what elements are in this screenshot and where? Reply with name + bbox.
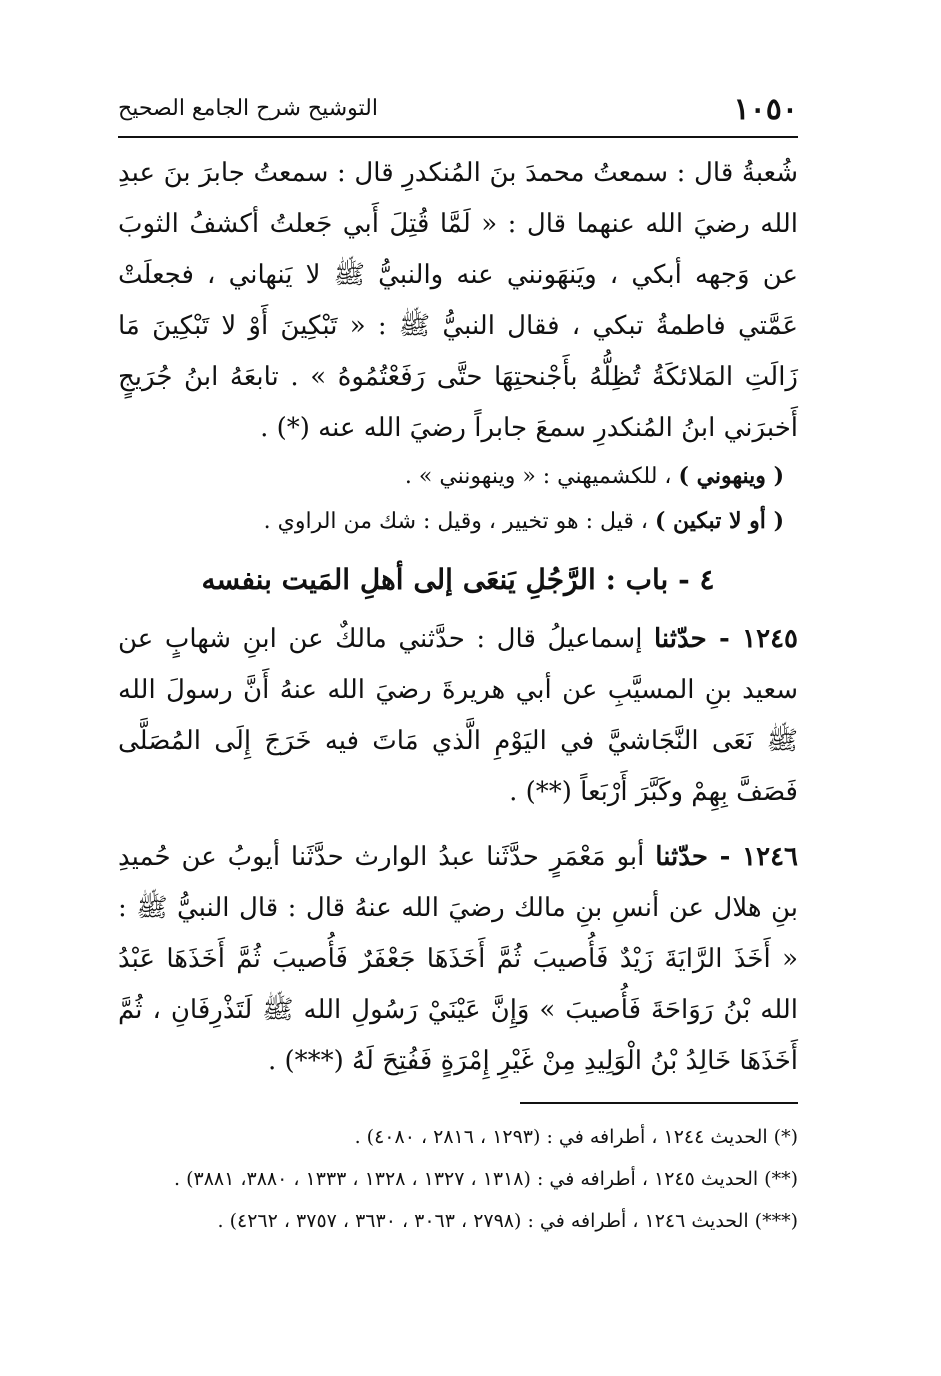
- commentary-note-2: [118, 499, 798, 544]
- note-text: ، قيل : هو تخيير ، وقيل : شك من الراوي .: [263, 509, 655, 534]
- note-term: ( وينهوني ): [678, 463, 784, 489]
- footnote-2: (**) الحديث ١٢٤٥ ، أطرافه في : (١٣١٨ ، ١٣٢٧ ، ١٣٢٨ ، ١٣٣٣ ، ٣٨٨٠، ٣٨٨١) .: [174, 1168, 798, 1190]
- hadith-text: أبو مَعْمَرٍ حدَّثَنا عبدُ الوارث حدَّثَنا أيوبُ عن حُميدِ بنِ هلال عن أنسِ بنِ مالك رضيَ الله عنهُ قال : قال النبيُّ ﷺ : « أَخَذَ الرَّايَةَ زَيْدٌ فَأُصيبَ ثُمَّ أَخَذَهَا جَعْفَرٌ فَأُصيبَ ثُمَّ أَخَذَهَا عَبْدُ الله بْنُ رَوَاحَةَ فَأُصيبَ » وَإِنَّ عَيْنَيْ رَسُولِ الله ﷺ لَتَذْرِفَانِ ، ثُمَّ أَخَذَهَا خَالِدُ بْنُ الْوَلِيدِ مِنْ غَيْرِ إِمْرَةٍ فَفُتِحَ لَهُ (***) .: [118, 842, 798, 1076]
- chapter-heading: ٤ - باب : الرَّجُلِ يَنعَى إلى أهلِ المَيت بنفسه: [201, 563, 715, 596]
- paragraph-hadith-1245: [118, 614, 798, 818]
- footnote-3: (***) الحديث ١٢٤٦ ، أطرافه في : (٢٧٩٨ ، ٣٠٦٣ ، ٣٦٣٠ ، ٣٧٥٧ ، ٤٢٦٢) .: [217, 1210, 798, 1232]
- footnote-rule: [520, 1102, 798, 1104]
- running-header: [118, 92, 798, 126]
- main-text: [118, 148, 798, 1087]
- page-number: ١٠٥٠: [733, 92, 798, 127]
- hadith-text: إسماعيلُ قال : حدَّثني مالكٌ عن ابنِ شهابٍ عن سعيد بنِ المسيَّبِ عن أبي هريرةَ رضيَ الله عنهُ أَنَّ رسولَ الله ﷺ نَعَى النَّجَاشيَّ في اليَوْمِ الَّذي مَاتَ فيه خَرَجَ إِلَى المُصَلَّى فَصَفَّ بِهِمْ وكَبَّرَ أَرْبَعاً (**) .: [118, 624, 798, 807]
- paragraph-hadith-1244: شُعبةُ قال : سمعتُ محمدَ بنَ المُنكدرِ قال : سمعتُ جابرَ بنَ عبدِ الله رضيَ الله عنهما قال : « لَمَّا قُتِلَ أَبي جَعلتُ أكشفُ الثوبَ عن وَجهه أبكي ، ويَنهَونني عنه والنبيُّ ﷺ لا يَنهاني ، فجعلَتْ عَمَّتي فاطمةُ تبكي ، فقال النبيُّ ﷺ : « تَبْكِينَ أَوْ لا تَبْكِينَ مَا زَالَتِ المَلائكَةُ تُظِلُّهُ بأَجْنحتِهَا حتَّى رَفَعْتُمُوهُ » . تابعَهُ ابنُ جُرَيجٍ أَخبرَني ابنُ المُنكدرِ سمعَ جابراً رضيَ الله عنه (*) .: [118, 158, 798, 443]
- note-term: ( أو لا تبكين ): [654, 508, 784, 534]
- hadith-number: ١٢٤٥ - حدّثنا: [653, 624, 798, 654]
- running-title: التوشيح شرح الجامع الصحيح: [118, 96, 378, 121]
- footnote-1: (*) الحديث ١٢٤٤ ، أطرافه في : (١٢٩٣ ، ٢٨١٦ ، ٤٠٨٠) .: [354, 1126, 798, 1148]
- footnotes: [118, 1118, 798, 1240]
- hadith-number: ١٢٤٦ - حدّثنا: [655, 842, 798, 872]
- header-rule: [118, 136, 798, 138]
- commentary-note-1: [118, 454, 798, 499]
- paragraph-hadith-1246: [118, 832, 798, 1087]
- note-text: ، للكشميهني : « وينهونني » .: [404, 464, 679, 489]
